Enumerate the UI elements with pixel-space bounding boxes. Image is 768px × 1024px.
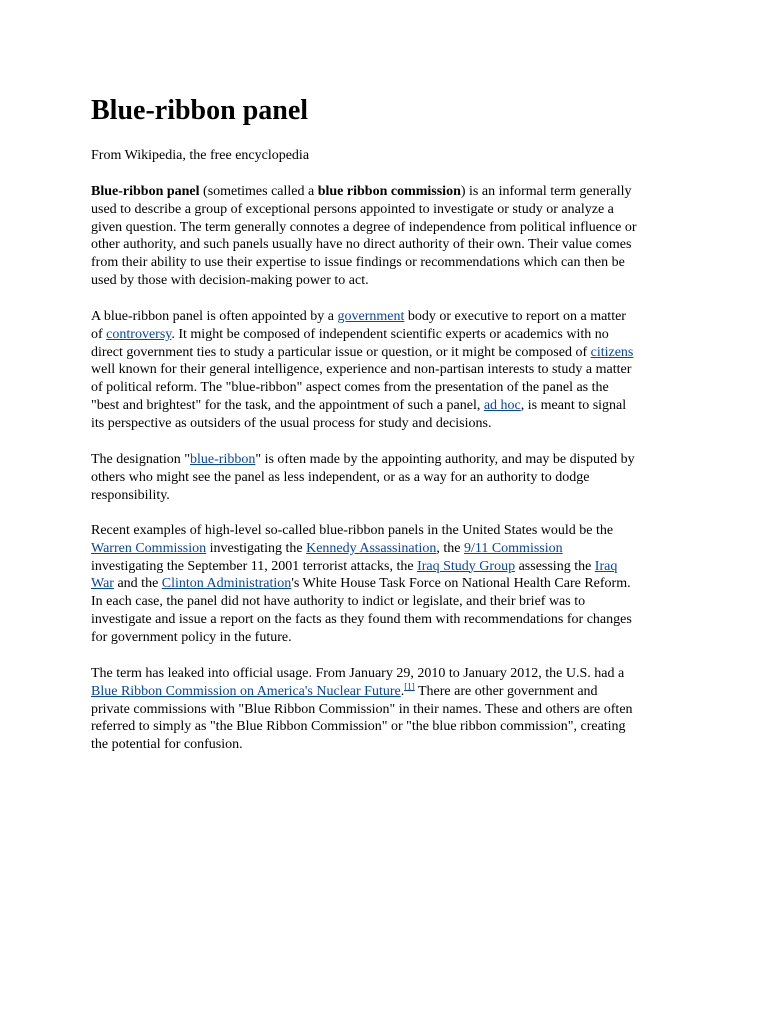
paragraph-appointment bbox=[91, 308, 633, 432]
text-span: assessing the bbox=[515, 558, 595, 574]
text-span: 's White House Task Force on National Health Care Reform. bbox=[291, 576, 631, 592]
text-line bbox=[91, 611, 632, 629]
text-line bbox=[91, 219, 637, 237]
link-controversy[interactable]: controversy bbox=[106, 326, 172, 342]
text-span: others who might see the panel as less independent, or as a way for an authority to dodge bbox=[91, 469, 590, 485]
text-span: ) is an informal term generally bbox=[460, 184, 632, 199]
text-line bbox=[91, 593, 632, 611]
link-kennedy-assassination[interactable]: Kennedy Assassination bbox=[306, 540, 437, 556]
text-span: " is often made by the appointing authority, and may be disputed by bbox=[255, 452, 635, 467]
text-line bbox=[91, 415, 633, 433]
text-span: There are other government and bbox=[414, 683, 598, 699]
text-line bbox=[91, 540, 632, 558]
text-line bbox=[91, 379, 633, 397]
text-line bbox=[91, 683, 633, 701]
paragraph-intro bbox=[91, 183, 637, 290]
text-span: used to describe a group of exceptional persons appointed to investigate or study or analyze a bbox=[91, 201, 614, 217]
link-clinton-administration[interactable]: Clinton Administration bbox=[161, 576, 292, 592]
text-line bbox=[91, 344, 633, 362]
text-line bbox=[91, 397, 633, 415]
text-span: the potential for confusion. bbox=[91, 737, 243, 752]
text-span: investigate and issue a report on the facts as they found them with recommendations for changes bbox=[91, 611, 632, 627]
text-span: The designation " bbox=[91, 452, 191, 467]
link-blue-ribbon[interactable]: blue-ribbon bbox=[190, 452, 256, 467]
text-span: (sometimes called a bbox=[199, 184, 318, 199]
text-line bbox=[91, 451, 635, 469]
text-span: A blue-ribbon panel is often appointed by a bbox=[91, 309, 338, 324]
text-line bbox=[91, 469, 635, 487]
text-line bbox=[91, 665, 633, 683]
text-span: used by those with decision-making power to act. bbox=[91, 272, 369, 288]
text-span: direct government ties to study a particular issue or question, or it might be composed of bbox=[91, 344, 591, 360]
text-span: and the bbox=[113, 576, 162, 592]
text-span: investigating the September 11, 2001 terrorist attacks, the bbox=[91, 558, 418, 574]
text-span: . bbox=[400, 683, 405, 699]
text-line bbox=[91, 522, 632, 540]
text-span: for government policy in the future. bbox=[91, 629, 292, 645]
text-span: In each case, the panel did not have authority to indict or legislate, and their brief was to bbox=[91, 594, 586, 609]
text-span: private commissions with "Blue Ribbon Commission" in their names. These and others are often bbox=[91, 701, 633, 717]
text-line bbox=[91, 326, 633, 344]
text-line bbox=[91, 236, 637, 254]
citation-superscript bbox=[404, 681, 415, 691]
text-span: given question. The term generally connotes a degree of independence from political influence or bbox=[91, 219, 637, 235]
text-line bbox=[91, 736, 633, 754]
text-span: its perspective as outsiders of the usual process for study and decisions. bbox=[91, 415, 492, 431]
link-iraq[interactable]: Iraq bbox=[594, 558, 618, 574]
link-iraq-study-group[interactable]: Iraq Study Group bbox=[417, 558, 516, 574]
page-subtitle: From Wikipedia, the free encyclopedia bbox=[91, 148, 310, 163]
text-line bbox=[91, 629, 632, 647]
text-line bbox=[91, 361, 633, 379]
link-ad-hoc[interactable]: ad hoc bbox=[483, 397, 521, 413]
text-span: well known for their general intelligence, experience and non-partisan interests to study a matter bbox=[91, 362, 632, 378]
text-span: Recent examples of high-level so-called blue-ribbon panels in the United States would be the bbox=[91, 523, 614, 538]
link-government[interactable]: government bbox=[337, 309, 405, 324]
text-line bbox=[91, 701, 633, 719]
text-span: body or executive to report on a matter bbox=[404, 309, 626, 324]
text-line bbox=[91, 558, 632, 576]
paragraph-examples bbox=[91, 522, 632, 646]
text-line bbox=[91, 201, 637, 219]
text-span: responsibility. bbox=[91, 487, 170, 503]
text-line bbox=[91, 575, 632, 593]
text-line bbox=[91, 308, 633, 326]
link-citizens[interactable]: citizens bbox=[590, 344, 634, 360]
text-span: referred to simply as "the Blue Ribbon Commission" or "the blue ribbon commission", creating bbox=[91, 719, 626, 735]
text-span: The term has leaked into official usage. From January 29, 2010 to January 2012, the U.S. had a bbox=[91, 666, 625, 681]
text-line bbox=[91, 718, 633, 736]
text-span: "best and brightest" for the task, and the appointment of such a panel, bbox=[91, 397, 484, 413]
text-span: of political reform. The "blue-ribbon" aspect comes from the presentation of the panel as the bbox=[91, 380, 609, 395]
paragraph-official-usage bbox=[91, 665, 633, 754]
paragraph-designation bbox=[91, 451, 635, 504]
text-span: , is meant to signal bbox=[520, 397, 627, 413]
link-warren-commission[interactable]: Warren Commission bbox=[91, 540, 207, 556]
text-line bbox=[91, 254, 637, 272]
link-9-11-commission[interactable]: 9/11 Commission bbox=[463, 540, 563, 556]
link-blue-ribbon-commission-on-america-s-nuclear-future[interactable]: Blue Ribbon Commission on America's Nuclear Future bbox=[91, 683, 401, 699]
link-war[interactable]: War bbox=[91, 576, 114, 592]
text-span: of bbox=[91, 326, 107, 342]
text-line bbox=[91, 183, 637, 201]
page-title: Blue-ribbon panel bbox=[91, 95, 309, 126]
bold-term: Blue-ribbon panel bbox=[91, 184, 200, 199]
text-span: . It might be composed of independent scientific experts or academics with no bbox=[171, 326, 609, 342]
bold-term: blue ribbon commission bbox=[317, 184, 461, 199]
text-span: , the bbox=[436, 540, 464, 556]
text-span: from their ability to use their expertise to issue findings or recommendations which can then be bbox=[91, 255, 625, 270]
text-line bbox=[91, 272, 637, 290]
text-span: investigating the bbox=[206, 540, 307, 556]
text-line bbox=[91, 487, 635, 505]
citation-link[interactable]: [1] bbox=[404, 681, 415, 692]
text-span: other authority, and such panels usually have no direct authority of their own. Their value comes bbox=[91, 237, 632, 253]
